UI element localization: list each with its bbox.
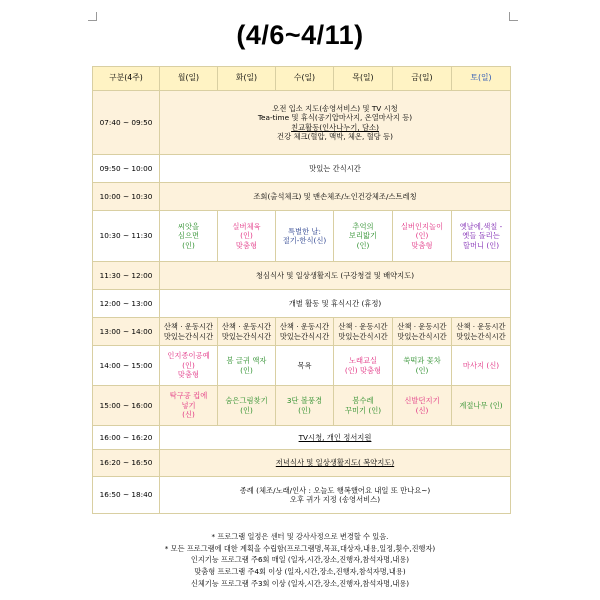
cell-line: 절기-한식(신) <box>282 236 327 245</box>
cell-line: 신발던지기 <box>404 396 440 406</box>
time-cell: 12:00 ~ 13:00 <box>93 290 160 318</box>
cell-line: 쑥떡과 꽃차 <box>403 356 441 366</box>
cell-line: 맛있는간식시간 <box>279 331 330 341</box>
cell-line: 옛날에,색칠 - <box>459 221 503 231</box>
table-row <box>93 91 511 155</box>
table-row <box>93 290 511 318</box>
program-cell-thu <box>334 211 393 262</box>
cell-line: 종례 (체조/노래/인사 : 오늘도 행복했어요 내일 또 만나요~) <box>239 485 431 495</box>
cell-line: 숨은그림찾기 <box>225 396 268 406</box>
time-cell: 15:00 ~ 16:00 <box>93 386 160 426</box>
day-header-thu: 목(일) <box>334 67 393 91</box>
program-cell-mon <box>160 346 218 386</box>
cell-line: (인) <box>240 365 253 375</box>
program-cell-fri <box>393 386 452 426</box>
program-cell-wed <box>276 386 334 426</box>
time-cell: 16:50 ~ 18:40 <box>93 477 160 514</box>
cell-line: 오후 귀가 지정 (송영서비스) <box>289 495 381 504</box>
schedule-cell: 맛있는 간식시간 <box>160 155 511 183</box>
table-row <box>93 346 511 386</box>
cell-line: 노래교실 <box>348 356 378 366</box>
cell-line: 건강 체크(혈압, 맥박, 체온, 혈당 등) <box>277 131 393 141</box>
cell-line: (인) <box>182 240 195 250</box>
cell-line: 산책 · 운동시간 <box>456 322 506 332</box>
cell-line: (인) <box>240 405 253 415</box>
cell-line: 오전 입소 지도(송영서비스) 및 TV 시청 <box>272 103 398 113</box>
program-cell-thu <box>334 346 393 386</box>
cell-line: 탁구공 컵에 <box>169 391 208 401</box>
cell-line: (인) 맞춤형 <box>344 365 382 375</box>
program-cell-wed <box>276 346 334 386</box>
program-cell-fri <box>393 211 452 262</box>
cell-line: 맞춤형 <box>411 240 433 250</box>
cell-line: 맛있는간식시간 <box>163 331 214 341</box>
note-line: 신체기능 프로그램 주3회 이상 (일자,시간,장소,진행자,참석자명,내용) <box>190 578 410 588</box>
program-cell-fri <box>393 346 452 386</box>
table-row <box>93 155 511 183</box>
table-row <box>93 477 511 514</box>
schedule-table <box>92 66 511 514</box>
cell-line: 산책 · 운동시간 <box>397 322 447 332</box>
schedule-cell: 조회(출석체크) 및 맨손체조/노인건강체조/스트레칭 <box>160 183 511 211</box>
schedule-cell: 청심식사 및 일상생활지도 (구강청결 및 배약지도) <box>160 262 511 290</box>
cell-line: 봄수레 <box>352 396 374 406</box>
time-cell: 14:00 ~ 15:00 <box>93 346 160 386</box>
program-cell-sat <box>452 211 511 262</box>
cell-line: (인) <box>240 231 253 241</box>
walk-snack-cell <box>452 318 511 346</box>
time-cell: 10:00 ~ 10:30 <box>93 183 160 211</box>
program-cell-sat <box>452 386 511 426</box>
cell-line: 인지종이공예 <box>167 351 210 361</box>
cell-line: (인) <box>298 405 311 415</box>
time-cell: 13:00 ~ 14:00 <box>93 318 160 346</box>
walk-snack-cell <box>334 318 393 346</box>
time-cell: 09:50 ~ 10:00 <box>93 155 160 183</box>
program-cell-mon <box>160 386 218 426</box>
table-row <box>93 386 511 426</box>
day-header-fri: 금(일) <box>393 67 452 91</box>
schedule-cell: TV시청, 개인 정서지원 <box>160 426 511 450</box>
cell-line: 3단 볼풍경 <box>286 396 323 406</box>
cell-line: 맞춤형 <box>177 370 200 380</box>
schedule-cell: 저녁식사 및 일상생활지도( 복약지도) <box>160 450 511 477</box>
day-header-wed: 수(일) <box>276 67 334 91</box>
cell-line: (인) <box>182 360 195 370</box>
cell-line: 추억의 <box>352 221 374 231</box>
cell-line: 보리밟기 <box>348 231 378 241</box>
note-line: * 모든 프로그램에 대한 계획을 수립함(프로그램명,목표,대상자,내용,일정,횟수,진행자) <box>164 543 436 553</box>
header-row <box>93 67 511 91</box>
table-row <box>93 211 511 262</box>
day-header-tue: 화(일) <box>218 67 276 91</box>
time-cell: 16:20 ~ 16:50 <box>93 450 160 477</box>
note-line: * 프로그램 일정은 센터 및 강사사정으로 변경할 수 있음. <box>211 532 389 541</box>
time-cell: 16:00 ~ 16:20 <box>93 426 160 450</box>
cell-line: 맛있는간식시간 <box>397 331 447 341</box>
day-header-mon: 월(일) <box>160 67 218 91</box>
note-line: 인지기능 프로그램 주6회 매일 (일자,시간,장소,진행자,참석자명,내용) <box>190 555 410 565</box>
cell-line: (인) <box>415 231 429 241</box>
table-row <box>93 183 511 211</box>
schedule-cell <box>160 477 511 514</box>
cell-line: 특별한 날: <box>288 226 321 236</box>
table-row <box>93 450 511 477</box>
table-row <box>93 262 511 290</box>
program-cell-tue <box>218 346 276 386</box>
cell-line: (신) <box>182 410 195 420</box>
header-label: 구분(4주) <box>93 67 160 91</box>
program-cell-tue <box>218 386 276 426</box>
cell-line: 옛들 돌리는 <box>462 231 500 241</box>
walk-snack-cell <box>160 318 218 346</box>
program-cell-thu <box>334 386 393 426</box>
time-cell: 10:30 ~ 11:30 <box>93 211 160 262</box>
cell-line: 맛있는간식시간 <box>221 331 272 341</box>
cell-line: (신) <box>415 405 429 415</box>
cell-line: 실버인지놀이 <box>400 221 444 231</box>
cell-line: (인) <box>356 240 370 250</box>
cell-line: 넣기 <box>181 400 196 410</box>
walk-snack-cell <box>276 318 334 346</box>
cell-line: (인) <box>415 365 429 375</box>
day-header-sat: 토(일) <box>452 67 511 91</box>
cell-line: 산책 · 운동시간 <box>338 322 388 332</box>
walk-snack-cell <box>393 318 452 346</box>
cell-line: 씨앗을 <box>177 221 200 231</box>
schedule-cell <box>160 91 511 155</box>
cell-line: 맛있는간식시간 <box>456 331 506 341</box>
time-cell: 11:30 ~ 12:00 <box>93 262 160 290</box>
cell-line: 계절나무 (인) <box>459 400 503 410</box>
cell-line: 맛있는간식시간 <box>338 331 388 341</box>
cell-line: 꾸미기 (인) <box>344 405 382 415</box>
cell-line: 심으면 <box>177 231 200 241</box>
cell-line: 봄 글귀 액자 <box>226 356 267 366</box>
cell-line: 친교활동(인사나누기, 담소) <box>291 122 379 132</box>
time-cell: 07:40 ~ 09:50 <box>93 91 160 155</box>
program-cell-tue <box>218 211 276 262</box>
program-notes <box>0 531 600 589</box>
schedule-cell: 개별 활동 및 휴식시간 (휴정) <box>160 290 511 318</box>
cell-line: 산책 · 운동시간 <box>163 322 214 332</box>
walk-snack-cell <box>218 318 276 346</box>
cell-line: 할머니 (인) <box>462 240 500 250</box>
cell-line: 산책 · 운동시간 <box>221 322 272 332</box>
cell-line: 산책 · 운동시간 <box>279 322 330 332</box>
cell-line: 마사지 (신) <box>462 360 500 370</box>
program-cell-mon <box>160 211 218 262</box>
program-cell-wed <box>276 211 334 262</box>
cell-line: Tea-time 및 휴식(공기압마사지, 온열마사지 등) <box>257 113 413 123</box>
page-title: (4/6~4/11) <box>236 20 364 50</box>
note-line: 맞춤형 프로그램 주4회 이상 (일자,시간,장소,진행자,참석자명,내용) <box>194 566 406 576</box>
program-cell-sat <box>452 346 511 386</box>
cell-line: 맞춤형 <box>235 240 258 250</box>
table-row <box>93 318 511 346</box>
cell-line: 목욕 <box>297 360 312 370</box>
cell-line: 실버체육 <box>232 221 261 231</box>
table-row <box>93 426 511 450</box>
